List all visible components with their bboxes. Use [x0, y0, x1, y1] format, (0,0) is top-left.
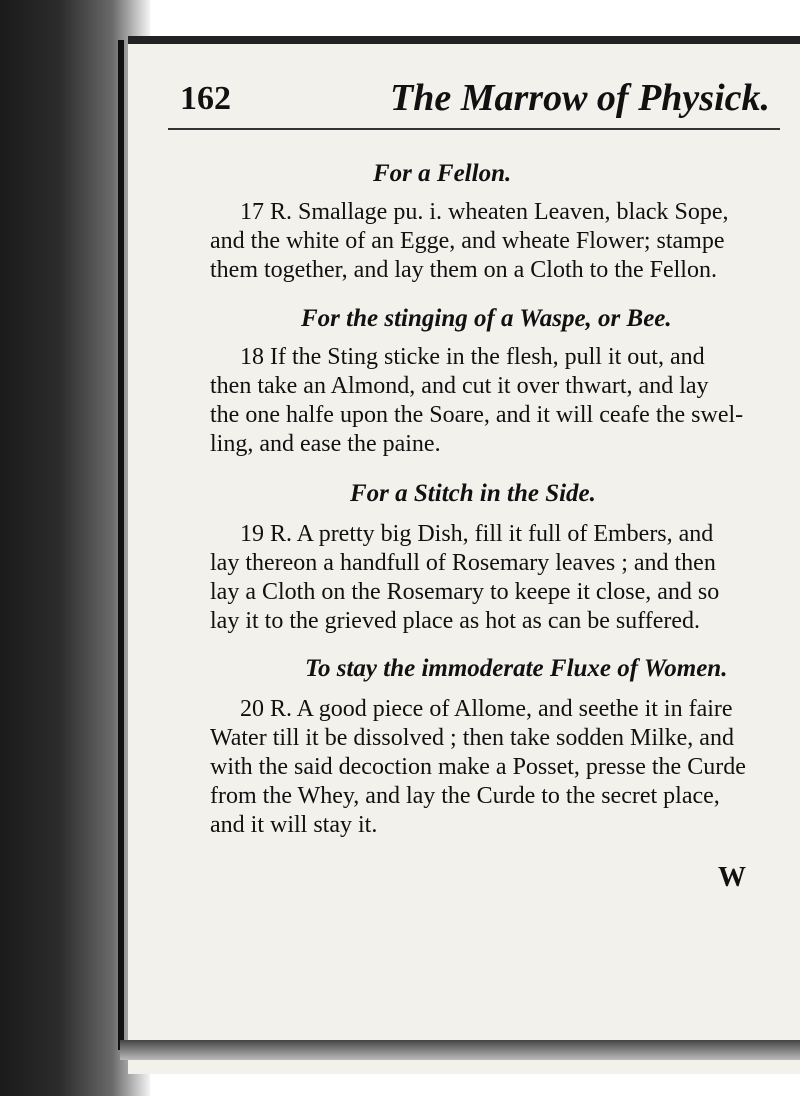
page-number: 162	[180, 80, 231, 117]
text-line: with the said decoction make a Posset, presse the Curde	[210, 754, 746, 780]
text-line: from the Whey, and lay the Curde to the secret place,	[210, 783, 720, 809]
text-line: then take an Almond, and cut it over thwart, and lay	[210, 373, 709, 399]
text-line: 20 R. A good piece of Allome, and seethe it in faire	[240, 696, 733, 722]
text-line: ling, and ease the paine.	[210, 431, 441, 457]
section-title-fellon: For a Fellon.	[373, 160, 512, 187]
text-line: Water till it be dissolved ; then take sodden Milke, and	[210, 725, 734, 751]
text-line: 18 If the Sting sticke in the flesh, pull it out, and	[240, 344, 705, 370]
page-bottom-shadow	[120, 1040, 800, 1060]
section-title-sting: For the stinging of a Waspe, or Bee.	[301, 305, 672, 332]
page-header	[150, 72, 790, 122]
text-line: and the white of an Egge, and wheate Flower; stampe	[210, 228, 725, 254]
running-title: The Marrow of Physick.	[390, 77, 770, 119]
text-line: 19 R. A pretty big Dish, fill it full of Embers, and	[240, 521, 714, 547]
section-body-stitch	[210, 520, 780, 636]
section-body-fellon	[210, 198, 780, 285]
binding-edge	[118, 40, 124, 1050]
section-body-sting	[210, 343, 780, 459]
text-line: and it will stay it.	[210, 812, 378, 838]
header-rule	[168, 128, 780, 130]
text-line: lay it to the grieved place as hot as can be suffered.	[210, 608, 701, 634]
text-line: lay thereon a handfull of Rosemary leaves ; and then	[210, 550, 716, 576]
text-line: the one halfe upon the Soare, and it will ceafe the swel-	[210, 402, 744, 428]
section-title-stitch: For a Stitch in the Side.	[350, 480, 596, 507]
section-body-fluxe	[210, 695, 780, 840]
text-line: 17 R. Smallage pu. i. wheaten Leaven, black Sope,	[240, 199, 729, 225]
catchword: W	[718, 862, 746, 893]
text-line: lay a Cloth on the Rosemary to keepe it close, and so	[210, 579, 720, 605]
section-title-fluxe: To stay the immoderate Fluxe of Women.	[305, 655, 728, 682]
text-line: them together, and lay them on a Cloth to the Fellon.	[210, 257, 717, 283]
